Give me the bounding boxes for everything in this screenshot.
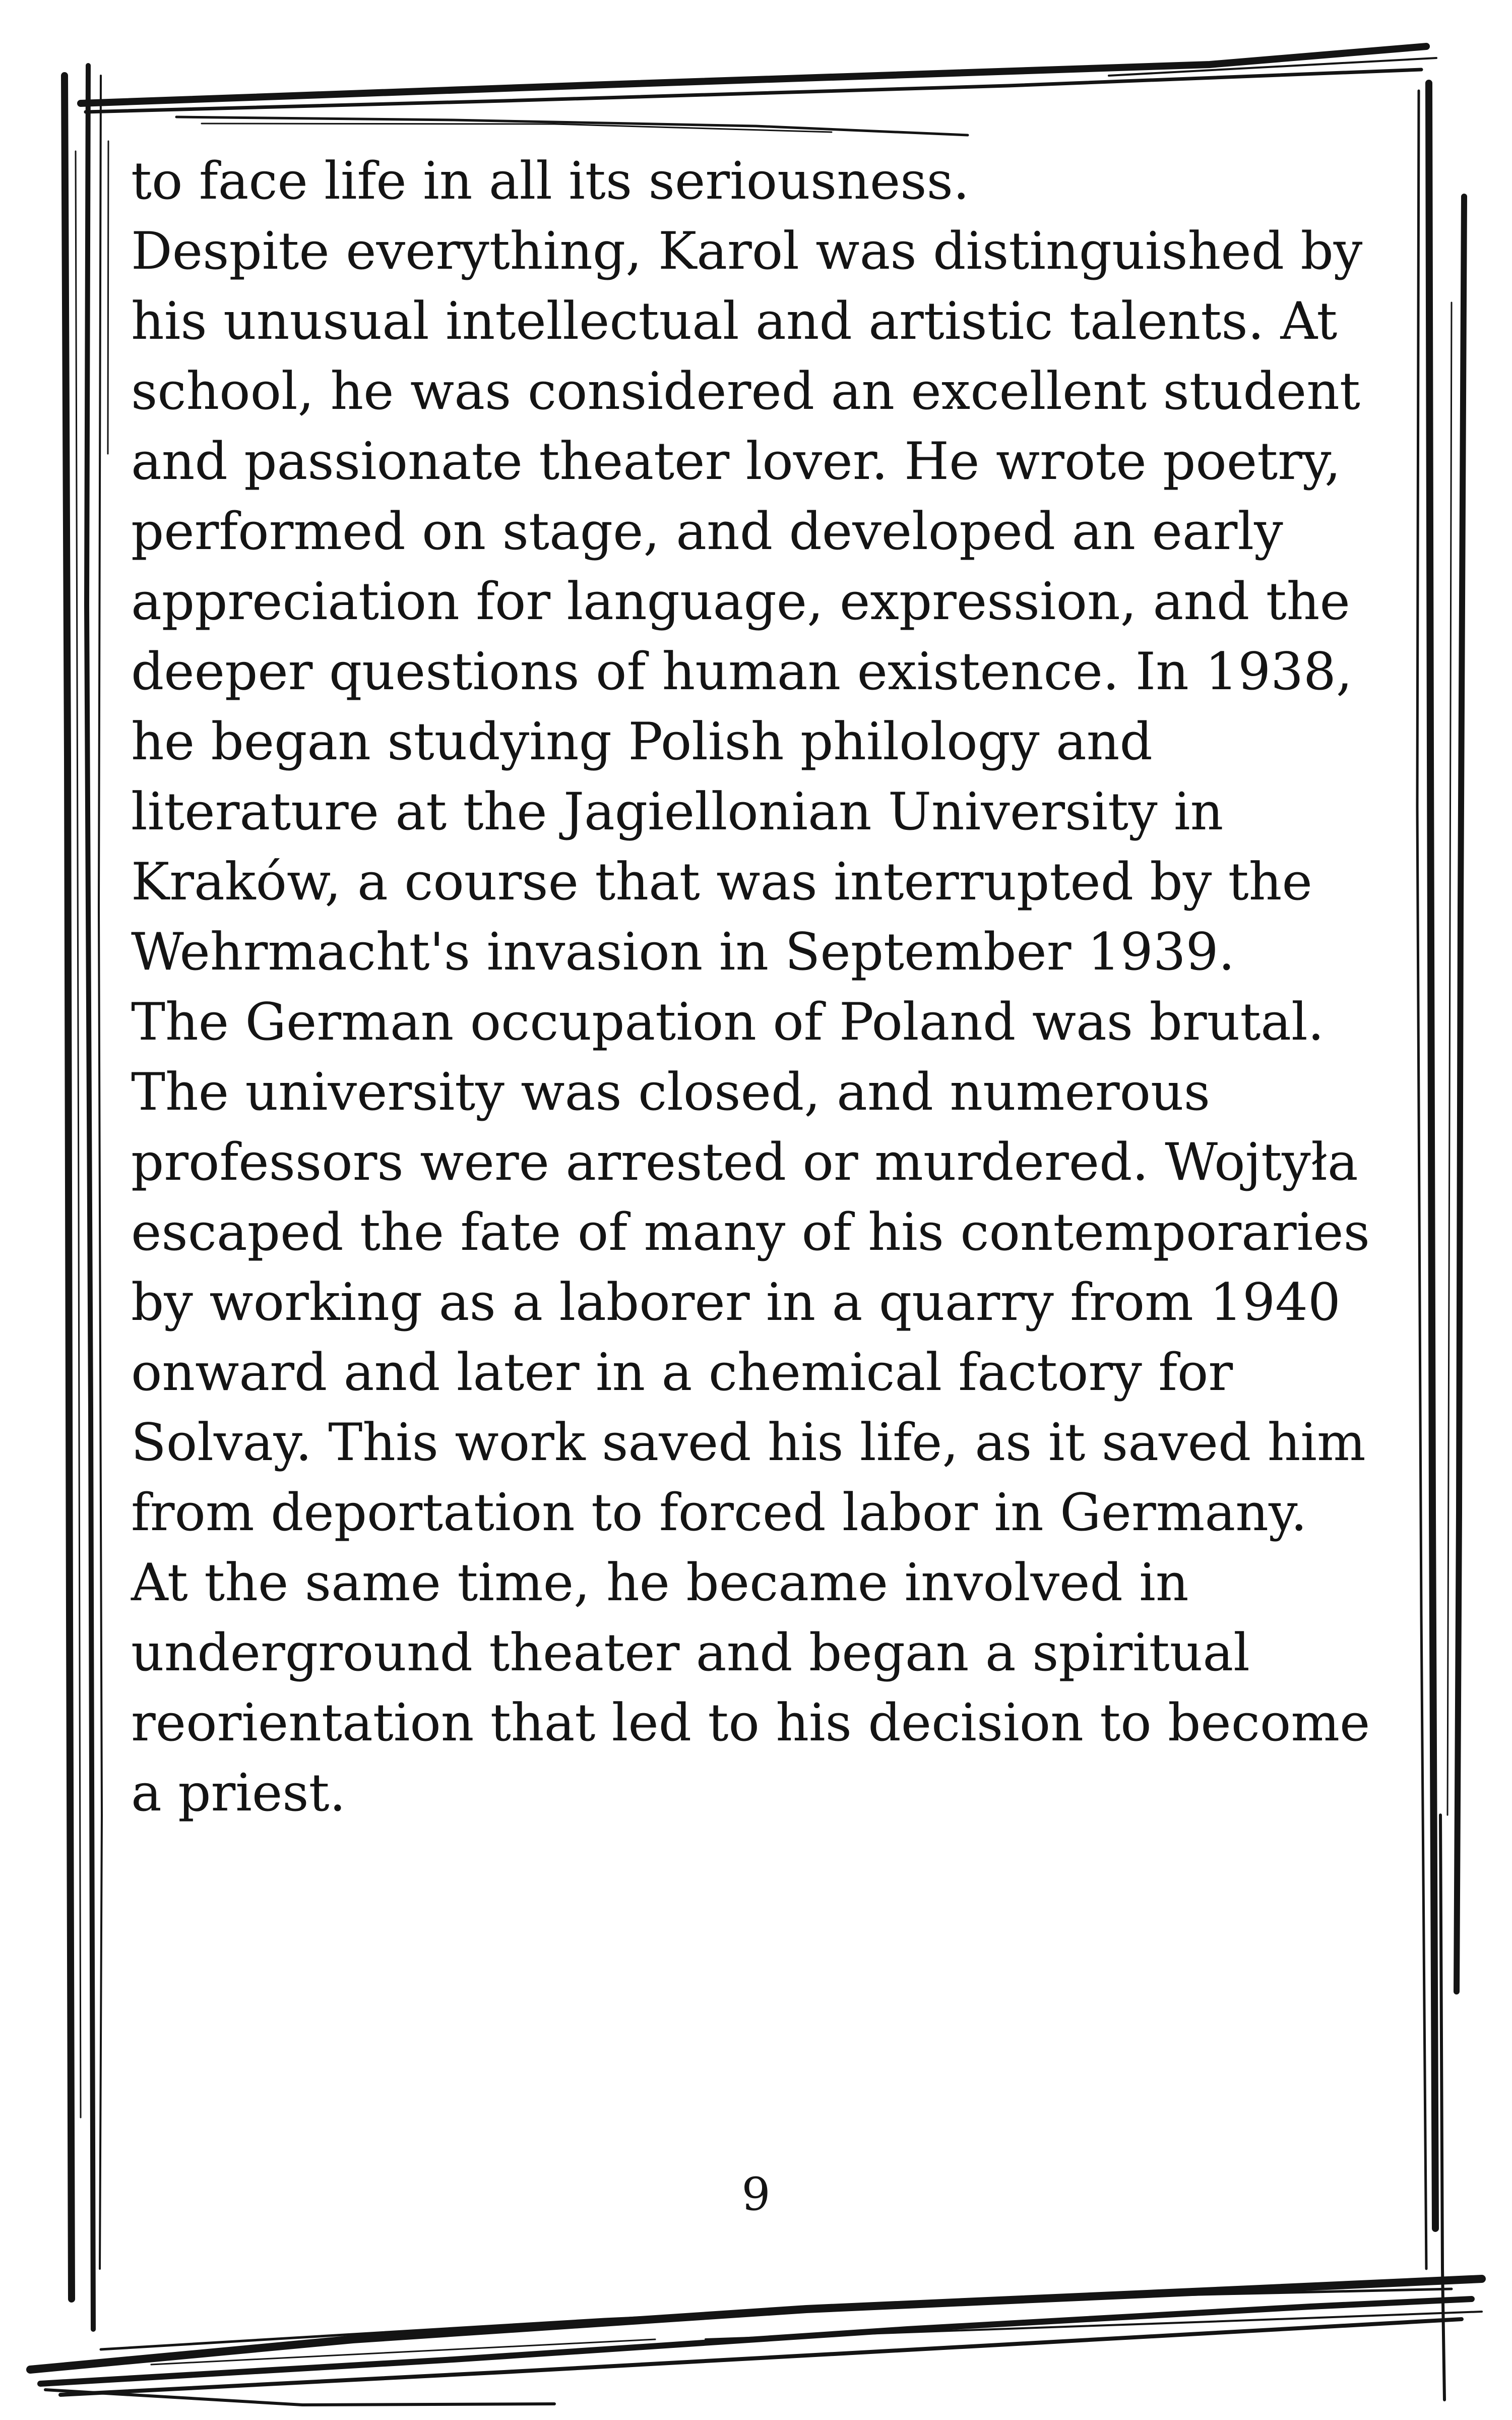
page-body-text: [131, 146, 1401, 1828]
text-line: by working as a laborer in a quarry from 1940: [131, 1273, 1341, 1333]
text-line: and passionate theater lover. He wrote poetry,: [131, 432, 1341, 492]
text-line: At the same time, he became involved in: [131, 1553, 1189, 1613]
text-line: The university was closed, and numerous: [131, 1062, 1211, 1122]
border-left-stroke: [65, 76, 72, 2299]
border-right-stroke: [1447, 302, 1452, 1815]
paragraph: [131, 146, 1401, 216]
text-line: literature at the Jagiellonian University in: [131, 782, 1224, 842]
text-line: underground theater and began a spiritual: [131, 1623, 1250, 1683]
text-line: appreciation for language, expression, and the: [131, 572, 1350, 632]
border-bottom-stroke: [60, 2319, 1462, 2395]
text-line: Wehrmacht's invasion in September 1939.: [131, 922, 1235, 982]
text-line: school, he was considered an excellent student: [131, 361, 1360, 421]
text-line: deeper questions of human existence. In 1938,: [131, 642, 1353, 702]
text-line: Solvay. This work saved his life, as it saved him: [131, 1413, 1366, 1473]
border-left-stroke: [76, 151, 81, 2118]
text-line: The German occupation of Poland was brutal.: [131, 992, 1325, 1052]
border-right-stroke: [1417, 91, 1426, 2269]
border-right-stroke: [1429, 83, 1435, 2228]
text-line: from deportation to forced labor in Germany.: [131, 1483, 1307, 1543]
text-line: to face life in all its seriousness.: [131, 151, 970, 211]
text-line: onward and later in a chemical factory for: [131, 1343, 1233, 1403]
border-top-stroke: [86, 70, 1421, 112]
text-line: a priest.: [131, 1763, 346, 1823]
page-number: 9: [741, 2168, 771, 2221]
text-line: Kraków, a course that was interrupted by the: [131, 852, 1312, 912]
border-top-stroke: [176, 117, 968, 135]
paragraph: [131, 216, 1401, 987]
text-line: his unusual intellectual and artistic talents. At: [131, 291, 1338, 351]
paragraph: [131, 987, 1401, 1828]
text-line: Despite everything, Karol was distinguished by: [131, 221, 1363, 281]
text-line: escaped the fate of many of his contemporaries: [131, 1202, 1370, 1262]
text-line: he began studying Polish philology and: [131, 712, 1153, 772]
text-line: performed on stage, and developed an early: [131, 502, 1283, 562]
border-left-stroke: [99, 76, 102, 2269]
border-right-stroke: [1457, 197, 1464, 1991]
text-line: professors were arrested or murdered. Wojtyła: [131, 1132, 1358, 1192]
border-left-stroke: [87, 66, 93, 2329]
text-line: reorientation that led to his decision to become: [131, 1693, 1370, 1753]
